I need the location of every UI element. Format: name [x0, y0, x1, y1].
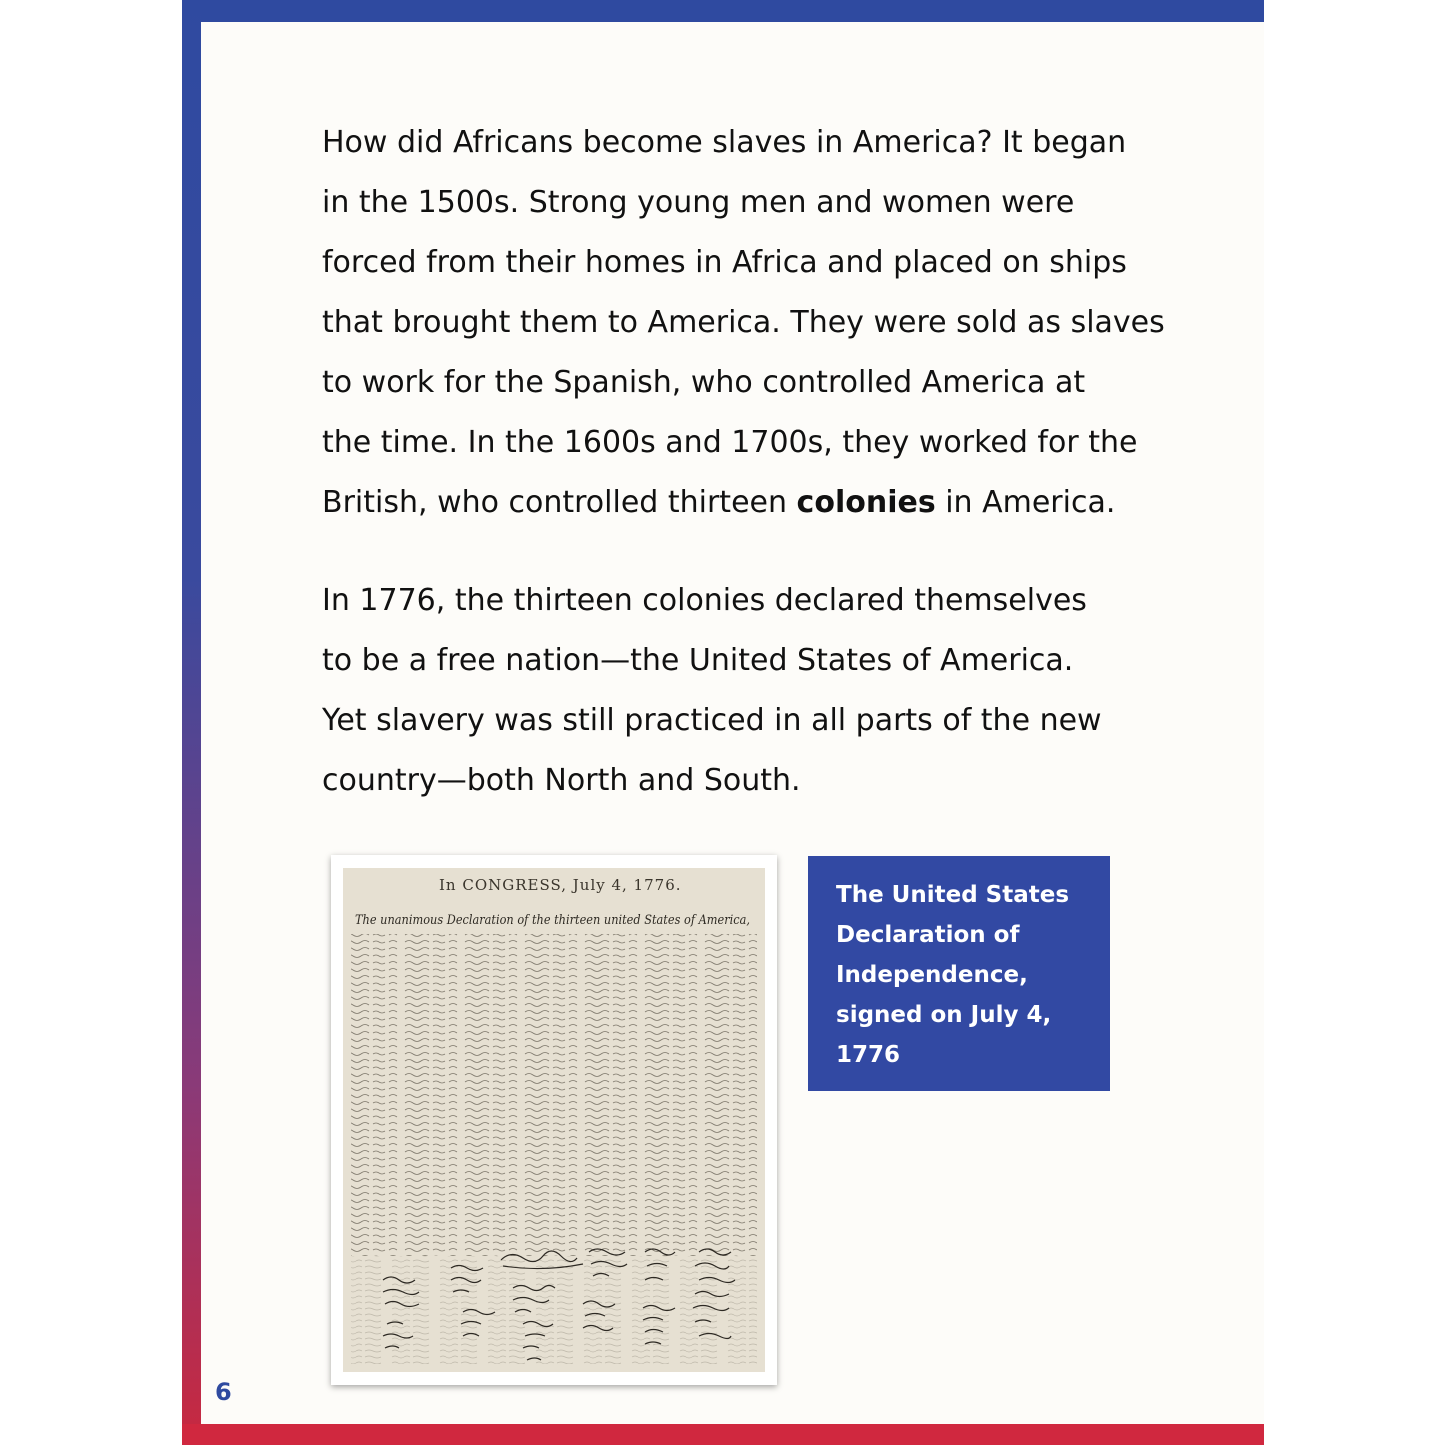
- document-heading: In CONGRESS, July 4, 1776.: [439, 876, 682, 894]
- text-line: that brought them to America. They were sold as slaves: [322, 305, 1165, 340]
- text-line: to be a free nation—the United States of America.: [322, 643, 1074, 678]
- document-body-text: [351, 934, 757, 1256]
- document-signature-area: [351, 1256, 757, 1364]
- text-line: In 1776, the thirteen colonies declared themselves: [322, 583, 1087, 618]
- text-line: forced from their homes in Africa and placed on ships: [322, 245, 1127, 280]
- text-line: the time. In the 1600s and 1700s, they worked for the: [322, 425, 1138, 460]
- text-line: in the 1500s. Strong young men and women were: [322, 185, 1075, 220]
- text-line: country—both North and South.: [322, 763, 801, 798]
- page-number: 6: [215, 1378, 232, 1406]
- text-segment: British, who controlled thirteen: [322, 485, 797, 520]
- left-border: [182, 0, 201, 1445]
- document-title: The unanimous Declaration of the thirteen united States of America,: [355, 913, 750, 928]
- caption-line: Declaration of: [836, 922, 1020, 948]
- declaration-photo-frame: [331, 855, 777, 1385]
- text-line: Yet slavery was still practiced in all parts of the new: [322, 703, 1102, 738]
- paragraph-1: [322, 113, 1165, 533]
- caption-line: The United States: [836, 882, 1070, 908]
- photo-caption: [808, 856, 1110, 1091]
- text-segment: in America.: [935, 485, 1116, 520]
- paragraph-2: [322, 571, 1122, 811]
- declaration-photo: [343, 868, 765, 1372]
- text-line: How did Africans become slaves in America? It began: [322, 125, 1127, 160]
- bottom-border: [182, 1424, 1264, 1445]
- top-border: [182, 0, 1264, 22]
- declaration-document-image: [343, 868, 765, 1372]
- glossary-term-colonies: colonies: [796, 485, 936, 520]
- caption-line: Independence,: [836, 962, 1028, 988]
- text-line: [322, 473, 1122, 533]
- caption-line: 1776: [836, 1042, 901, 1068]
- caption-line: signed on July 4,: [836, 1002, 1052, 1028]
- text-line: to work for the Spanish, who controlled America at: [322, 365, 1086, 400]
